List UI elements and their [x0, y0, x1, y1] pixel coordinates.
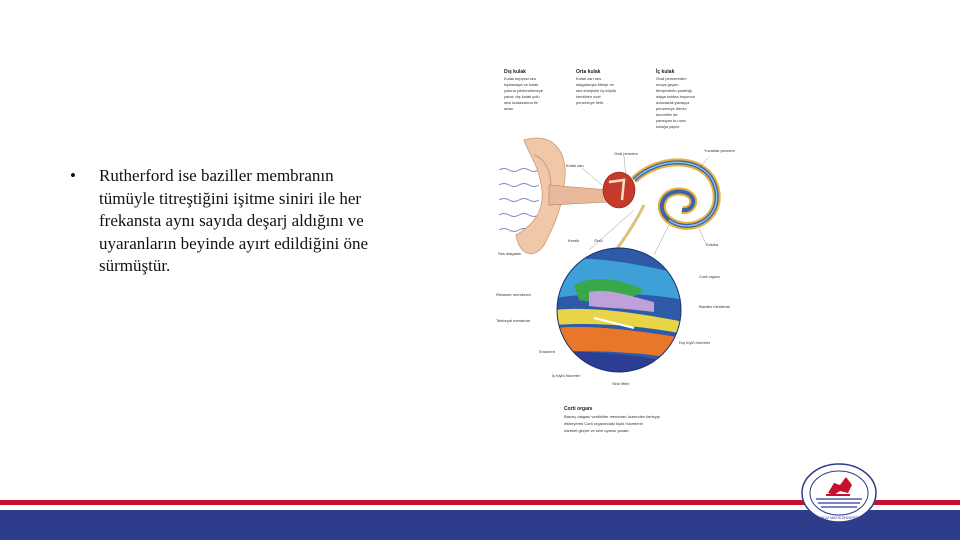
nerve-label: Sinir lifleri [612, 381, 630, 386]
inner-ear-title: İç kulak [656, 69, 675, 75]
bone2-label: Kemik [568, 238, 580, 243]
bullet-text: Rutherford ise baziller membranın tümüyle titreştiğini işitme siniri ile her frekansta aynı sayıda deşarj aldığını ve uyaranların beyinde ayırt edildiğini öne sürmüştür. [99, 166, 369, 275]
outer-ear-text: Kulak kepçesi ses toplamaya ve kulak yoluna yönlendirmeye yarar; dış kulak yolu sesi kulakzarına ile artan [504, 76, 543, 111]
corti-label: Corti organı [699, 274, 720, 279]
tectorial-label: Tektoryal membran [496, 318, 531, 323]
caption-title: Corti organı [564, 406, 593, 412]
cochlea-label: Koklea [706, 242, 719, 247]
middle-ear-title: Orta kulak [576, 69, 601, 75]
bone-label: Örsü [594, 238, 603, 243]
inner-hair-label: İç tüylü hücreler [552, 373, 581, 378]
outer-hair-label: Dış tüylü hücreler [679, 340, 711, 345]
oval-window-label: Oval pencere [614, 151, 638, 156]
round-window-label: Yuvarlak pencere [704, 148, 735, 153]
endolymph-label: Endolenf [539, 349, 555, 354]
ear-anatomy-figure [494, 60, 742, 445]
logo-ring-text: ONDOKUZ MAYIS ÜNİVERSİTESİ [811, 516, 867, 520]
outer-ear-title: Dış kulak [504, 69, 526, 75]
bullet-point [70, 165, 370, 278]
university-logo [800, 463, 878, 523]
bullet-icon: • [70, 166, 76, 185]
corti-magnified-view [554, 245, 684, 380]
ear-canal-shape [549, 185, 609, 205]
middle-ear-shape [603, 172, 635, 208]
inner-ear-text: Oval pencereden sıvıya geçen titreşimlerin yarattığı dalga koklea boyunca dolanarak yavaşça pencereye döner; kuvvetler de yansıyan bu orta kulağa yayılır. [656, 76, 695, 129]
middle-ear-text: Kulak zarı ses dalgalarıyla titreşir ve ses enerjisini üç küçük kemikten oval pencereye iletir. [576, 76, 617, 105]
cochlea-spiral-icon [634, 162, 717, 226]
basilar-label: Baziller membran [699, 304, 731, 309]
caption-text: Basınç dalgası vestibüler membran üzerinden ilerleyip etkileyerek Corti organındaki tüylü hücrelerin hareket geçirir ve sinir uyarısı yaratır. [564, 414, 660, 433]
reissner-label: Reissner membranı [496, 292, 531, 297]
eardrum-label: Kulak zarı [566, 163, 584, 168]
sound-waves-label: Ses dalgaları [498, 251, 522, 256]
